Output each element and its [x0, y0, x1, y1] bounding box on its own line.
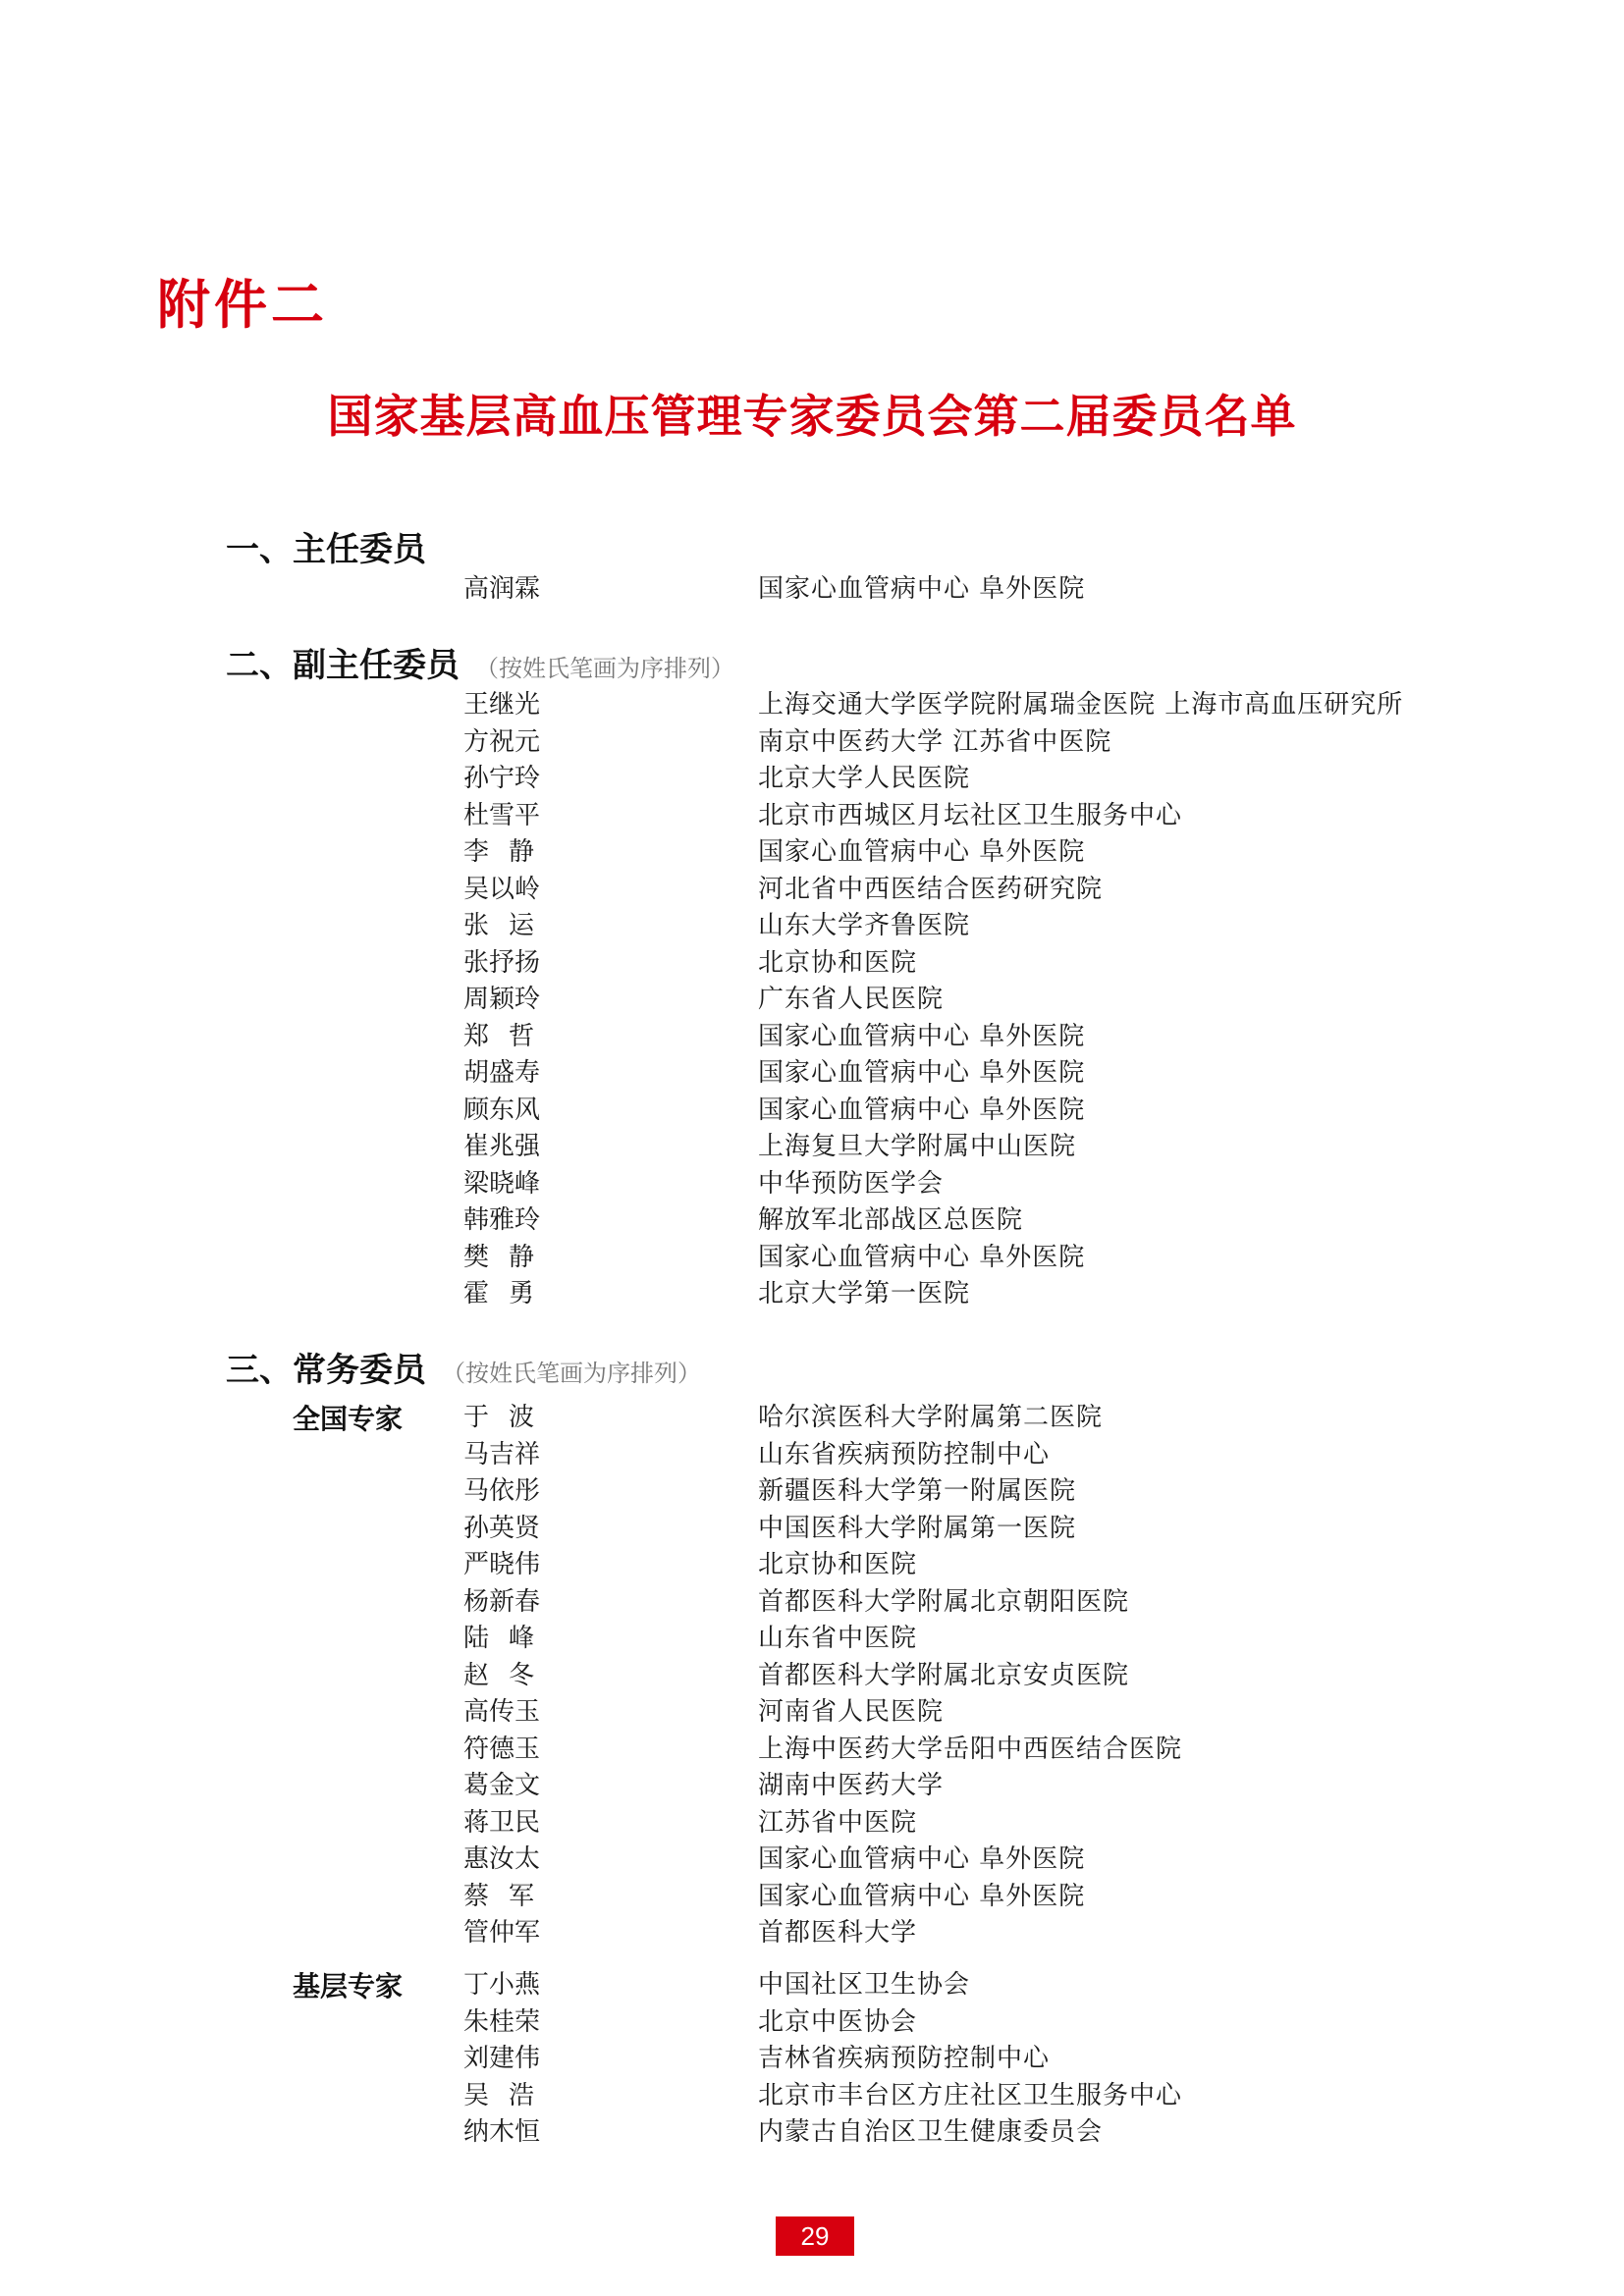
member-organization: 上海中医药大学岳阳中西医结合医院 [758, 1734, 1183, 1764]
member-name: 马吉祥 [463, 1439, 541, 1469]
member-organization: 湖南中医药大学 [758, 1771, 945, 1800]
member-name: 高润霖 [463, 574, 541, 604]
page-number: 29 [776, 2216, 854, 2256]
list-item [0, 2041, 1624, 2077]
list-item [0, 982, 1624, 1018]
list-item [0, 1400, 1624, 1436]
member-organization: 国家心血管病中心 阜外医院 [758, 1095, 1086, 1125]
list-item [0, 1166, 1624, 1202]
member-name: 于波 [463, 1403, 555, 1432]
member-name: 杜雪平 [463, 800, 541, 830]
member-name: 周颖玲 [463, 985, 541, 1014]
member-organization: 新疆医科大学第一附属医院 [758, 1476, 1077, 1506]
member-organization: 首都医科大学附属北京安贞医院 [758, 1660, 1130, 1690]
annex-label: 附件二 [157, 273, 328, 336]
list-item [0, 571, 1624, 608]
member-organization: 北京市丰台区方庄社区卫生服务中心 [758, 2080, 1183, 2110]
member-name: 孙宁玲 [463, 764, 541, 793]
member-name: 孙英贤 [463, 1513, 541, 1543]
list-item [0, 908, 1624, 944]
member-name: 朱桂荣 [463, 2006, 541, 2037]
section-heading [226, 522, 426, 570]
member-name: 符德玉 [463, 1734, 541, 1764]
member-name: 韩雅玲 [463, 1205, 541, 1235]
member-organization: 首都医科大学附属北京朝阳医院 [758, 1586, 1130, 1617]
member-organization: 山东省疾病预防控制中心 [758, 1439, 1051, 1469]
member-name: 顾东风 [463, 1095, 541, 1125]
member-organization: 国家心血管病中心 阜外医院 [758, 1844, 1086, 1874]
list-item [0, 1473, 1624, 1510]
member-name: 杨新春 [463, 1586, 541, 1617]
list-item [0, 1915, 1624, 1951]
member-name: 梁晓峰 [463, 1168, 541, 1199]
member-organization: 上海复旦大学附属中山医院 [758, 1132, 1077, 1161]
member-organization: 中华预防医学会 [758, 1168, 945, 1199]
member-name: 丁小燕 [463, 1970, 541, 2000]
member-organization: 北京市西城区月坛社区卫生服务中心 [758, 800, 1183, 830]
member-organization: 哈尔滨医科大学附属第二医院 [758, 1403, 1104, 1432]
list-item [0, 1694, 1624, 1731]
member-organization: 山东大学齐鲁医院 [758, 911, 971, 940]
member-organization: 北京中医协会 [758, 2006, 918, 2037]
list-item [0, 1055, 1624, 1092]
member-organization: 国家心血管病中心 阜外医院 [758, 1058, 1086, 1088]
section-heading-text: 一、主任委员 [226, 530, 426, 569]
list-item [0, 1276, 1624, 1312]
list-item [0, 1584, 1624, 1621]
section-heading-text: 三、常务委员 [226, 1351, 426, 1390]
member-name: 李静 [463, 837, 555, 867]
member-name: 郑哲 [463, 1021, 555, 1051]
member-name: 张抒扬 [463, 947, 541, 978]
list-item [0, 1805, 1624, 1842]
member-name: 蔡军 [463, 1881, 555, 1911]
member-name: 严晓伟 [463, 1550, 541, 1579]
list-item [0, 724, 1624, 761]
member-name: 王继光 [463, 690, 541, 720]
group-label: 全国专家 [293, 1403, 404, 1435]
member-name: 蒋卫民 [463, 1807, 541, 1838]
member-name: 马依彤 [463, 1476, 541, 1506]
list-item [0, 761, 1624, 797]
list-item [0, 1879, 1624, 1915]
list-item [0, 798, 1624, 834]
section-heading [226, 638, 734, 686]
member-organization: 北京协和医院 [758, 947, 918, 978]
member-name: 葛金文 [463, 1771, 541, 1800]
group-label: 基层专家 [293, 1970, 404, 2002]
member-name: 吴以岭 [463, 874, 541, 904]
list-item [0, 1967, 1624, 2003]
member-organization: 国家心血管病中心 阜外医院 [758, 1242, 1086, 1272]
list-item [0, 834, 1624, 871]
list-item [0, 1019, 1624, 1055]
member-organization: 解放军北部战区总医院 [758, 1205, 1024, 1235]
list-item [0, 1732, 1624, 1768]
list-item [0, 1511, 1624, 1547]
member-organization: 河北省中西医结合医药研究院 [758, 874, 1104, 904]
member-name: 张运 [463, 911, 555, 940]
member-organization: 中国社区卫生协会 [758, 1970, 971, 2000]
member-organization: 内蒙古自治区卫生健康委员会 [758, 2117, 1104, 2147]
sort-note: （按姓氏笔画为序排列） [442, 1360, 701, 1387]
list-item [0, 2114, 1624, 2151]
member-name: 霍勇 [463, 1279, 555, 1308]
list-item [0, 1202, 1624, 1239]
member-name: 陆峰 [463, 1624, 555, 1653]
list-item [0, 1768, 1624, 1804]
list-item [0, 1547, 1624, 1583]
list-item [0, 1093, 1624, 1129]
member-organization: 广东省人民医院 [758, 985, 945, 1014]
list-item [0, 1842, 1624, 1878]
member-name: 管仲军 [463, 1918, 541, 1948]
member-name: 惠汝太 [463, 1844, 541, 1874]
list-item [0, 687, 1624, 723]
member-organization: 中国医科大学附属第一医院 [758, 1513, 1077, 1543]
list-item [0, 945, 1624, 982]
list-item [0, 1621, 1624, 1657]
member-organization: 国家心血管病中心 阜外医院 [758, 1881, 1086, 1911]
document-title: 国家基层高血压管理专家委员会第二届委员名单 [327, 390, 1297, 443]
member-organization: 南京中医药大学 江苏省中医院 [758, 726, 1112, 757]
member-name: 高传玉 [463, 1697, 541, 1727]
section-heading-text: 二、副主任委员 [226, 646, 460, 685]
member-name: 樊静 [463, 1242, 555, 1272]
member-organization: 江苏省中医院 [758, 1807, 918, 1838]
member-organization: 山东省中医院 [758, 1624, 918, 1653]
member-organization: 国家心血管病中心 阜外医院 [758, 837, 1086, 867]
list-item [0, 1240, 1624, 1276]
member-name: 崔兆强 [463, 1132, 541, 1161]
list-item [0, 2078, 1624, 2114]
section-heading [226, 1343, 701, 1391]
member-organization: 首都医科大学 [758, 1918, 918, 1948]
member-organization: 北京大学人民医院 [758, 764, 971, 793]
member-organization: 国家心血管病中心 阜外医院 [758, 1021, 1086, 1051]
member-organization: 上海交通大学医学院附属瑞金医院 上海市高血压研究所 [758, 690, 1404, 720]
member-name: 刘建伟 [463, 2044, 541, 2073]
member-name: 纳木恒 [463, 2117, 541, 2147]
list-item [0, 1437, 1624, 1473]
member-organization: 河南省人民医院 [758, 1697, 945, 1727]
list-item [0, 2004, 1624, 2041]
list-item [0, 872, 1624, 908]
member-organization: 国家心血管病中心 阜外医院 [758, 574, 1086, 604]
sort-note: （按姓氏笔画为序排列） [475, 655, 734, 682]
list-item [0, 1658, 1624, 1694]
member-name: 方祝元 [463, 726, 541, 757]
member-name: 吴浩 [463, 2080, 555, 2110]
member-name: 胡盛寿 [463, 1058, 541, 1088]
member-organization: 北京协和医院 [758, 1550, 918, 1579]
member-organization: 吉林省疾病预防控制中心 [758, 2044, 1051, 2073]
list-item [0, 1129, 1624, 1165]
member-organization: 北京大学第一医院 [758, 1279, 971, 1308]
member-name: 赵冬 [463, 1660, 555, 1690]
